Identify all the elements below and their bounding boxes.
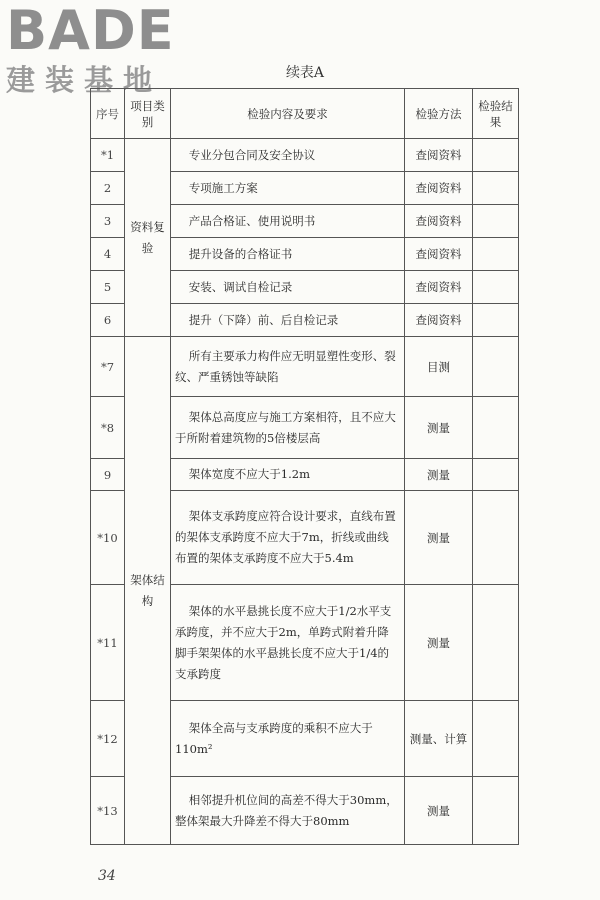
row-content: 产品合格证、使用说明书	[171, 205, 405, 238]
row-no: *13	[91, 777, 125, 845]
header-category: 项目类别	[125, 89, 171, 139]
header-content: 检验内容及要求	[171, 89, 405, 139]
row-method: 查阅资料	[405, 271, 473, 304]
row-result	[473, 172, 519, 205]
row-content: 专业分包合同及安全协议	[171, 139, 405, 172]
row-content: 架体宽度不应大于1.2m	[171, 459, 405, 491]
header-no: 序号	[91, 89, 125, 139]
row-method: 查阅资料	[405, 238, 473, 271]
row-content: 提升（下降）前、后自检记录	[171, 304, 405, 337]
row-content: 架体的水平悬挑长度不应大于1/2水平支承跨度，并不应大于2m，单跨式附着升降脚手架架体的水平悬挑长度不应大于1/4的支承跨度	[171, 585, 405, 701]
row-result	[473, 701, 519, 777]
logo	[6, 0, 175, 97]
table-row	[91, 139, 519, 172]
row-result	[473, 238, 519, 271]
row-method: 测量	[405, 585, 473, 701]
row-result	[473, 585, 519, 701]
row-content: 提升设备的合格证书	[171, 238, 405, 271]
row-result	[473, 271, 519, 304]
row-no: 4	[91, 238, 125, 271]
row-no: 2	[91, 172, 125, 205]
row-no: 3	[91, 205, 125, 238]
row-no: 6	[91, 304, 125, 337]
table-header-row	[91, 89, 519, 139]
row-content: 架体支承跨度应符合设计要求，直线布置的架体支承跨度不应大于7m，折线或曲线布置的架体支承跨度不应大于5.4m	[171, 491, 405, 585]
row-method: 测量	[405, 777, 473, 845]
row-no: 9	[91, 459, 125, 491]
row-method: 测量	[405, 459, 473, 491]
category-frame: 架体结构	[125, 337, 171, 845]
row-content: 相邻提升机位间的高差不得大于30mm，整体架最大升降差不得大于80mm	[171, 777, 405, 845]
row-no: *10	[91, 491, 125, 585]
row-result	[473, 304, 519, 337]
row-content: 所有主要承力构件应无明显塑性变形、裂纹、严重锈蚀等缺陷	[171, 337, 405, 397]
category-docs: 资料复验	[125, 139, 171, 337]
row-method: 目测	[405, 337, 473, 397]
row-method: 测量	[405, 491, 473, 585]
row-result	[473, 139, 519, 172]
row-result	[473, 397, 519, 459]
row-result	[473, 777, 519, 845]
row-content: 安装、调试自检记录	[171, 271, 405, 304]
row-no: *1	[91, 139, 125, 172]
table-row	[91, 337, 519, 397]
row-method: 查阅资料	[405, 205, 473, 238]
row-result	[473, 205, 519, 238]
row-no: 5	[91, 271, 125, 304]
row-no: *8	[91, 397, 125, 459]
table-title: 续表A	[285, 65, 325, 81]
inspection-table	[90, 88, 519, 845]
header-method: 检验方法	[405, 89, 473, 139]
row-method: 查阅资料	[405, 304, 473, 337]
row-no: *11	[91, 585, 125, 701]
row-no: *12	[91, 701, 125, 777]
row-no: *7	[91, 337, 125, 397]
row-result	[473, 491, 519, 585]
page-number: 34	[98, 868, 116, 884]
logo-word: BADE	[6, 0, 175, 62]
row-content: 架体全高与支承跨度的乘积不应大于110m²	[171, 701, 405, 777]
logo-subtitle: 建装基地	[6, 63, 163, 97]
header-result: 检验结果	[473, 89, 519, 139]
row-content: 专项施工方案	[171, 172, 405, 205]
row-result	[473, 337, 519, 397]
row-content: 架体总高度应与施工方案相符，且不应大于所附着建筑物的5倍楼层高	[171, 397, 405, 459]
row-method: 测量	[405, 397, 473, 459]
row-method: 查阅资料	[405, 139, 473, 172]
row-result	[473, 459, 519, 491]
row-method: 测量、计算	[405, 701, 473, 777]
row-method: 查阅资料	[405, 172, 473, 205]
